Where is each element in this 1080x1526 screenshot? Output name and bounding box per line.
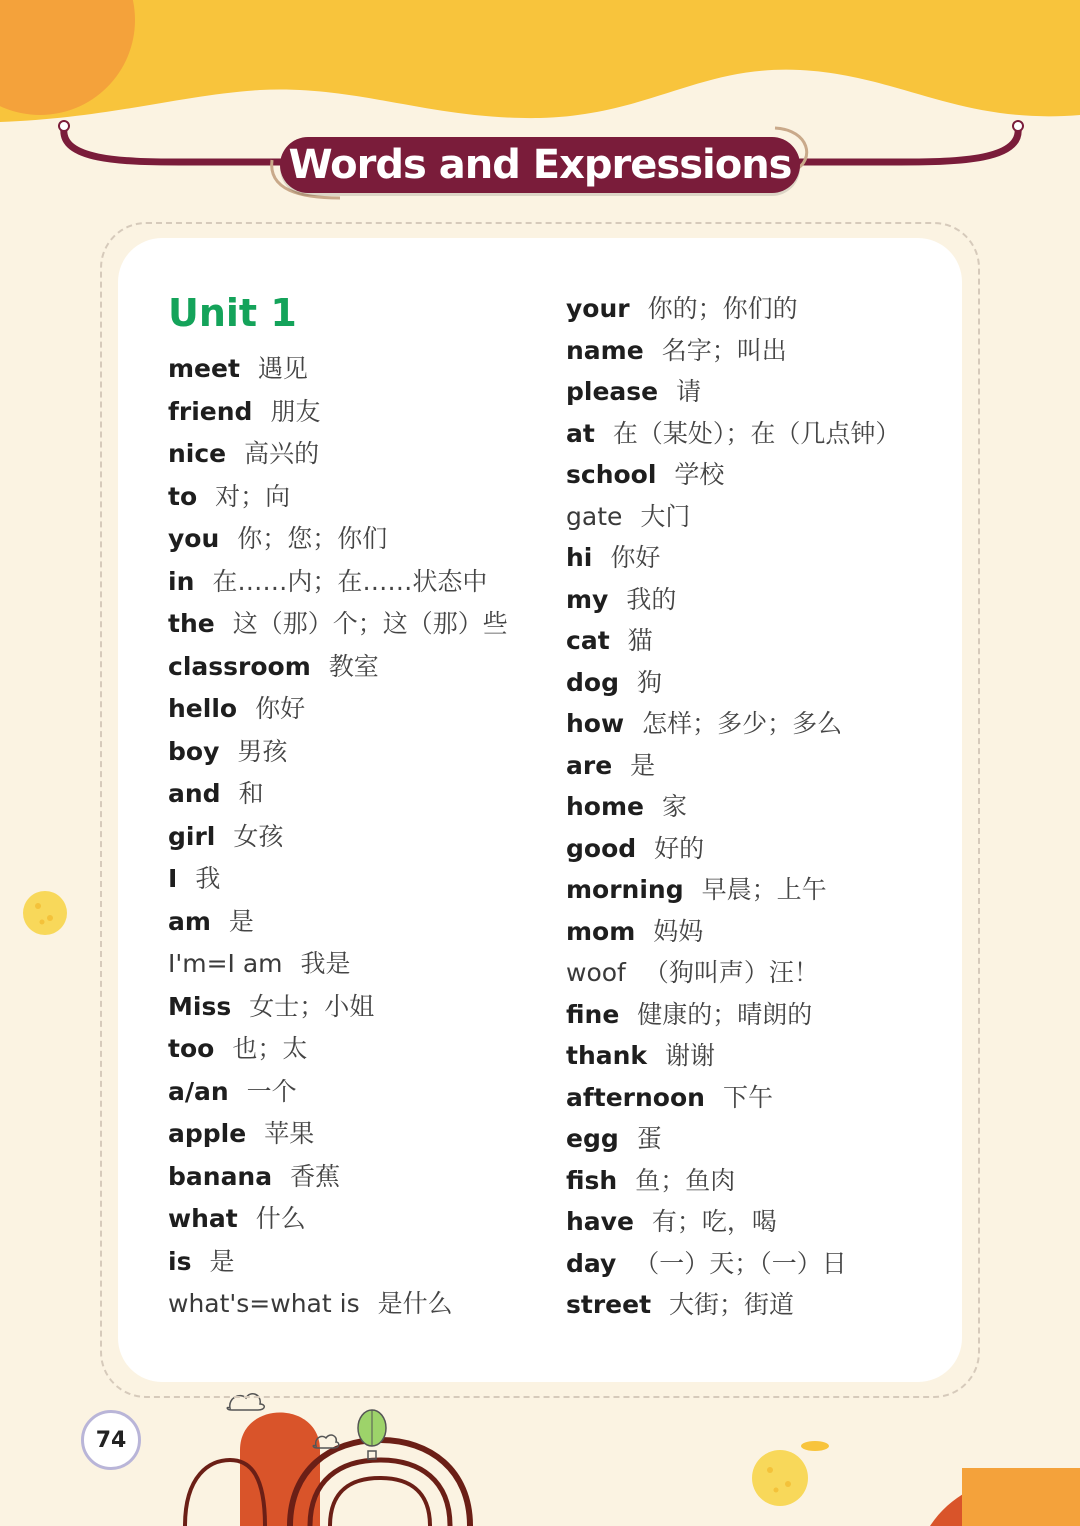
- word-entry: [168, 688, 508, 731]
- word-entry: [566, 1118, 900, 1160]
- chinese-meaning: 请: [676, 377, 702, 406]
- english-word: a/an: [168, 1076, 229, 1106]
- chinese-meaning: 什么: [255, 1204, 306, 1233]
- english-word: please: [566, 377, 659, 406]
- english-word: boy: [168, 736, 220, 766]
- cracker-shape: [752, 1450, 808, 1506]
- word-entry: [168, 433, 508, 476]
- word-entry: [566, 786, 900, 828]
- english-word: to: [168, 481, 198, 511]
- chinese-meaning: 一个: [246, 1076, 297, 1106]
- top-wave-shape: [0, 0, 1080, 122]
- chinese-meaning: 苹果: [264, 1119, 315, 1148]
- english-word: fine: [566, 999, 620, 1029]
- word-entry: [168, 476, 508, 519]
- chinese-meaning: 我是: [300, 949, 351, 978]
- chinese-meaning: 妈妈: [653, 916, 704, 946]
- english-word: day: [566, 1248, 617, 1278]
- word-entry: [168, 603, 508, 646]
- english-word: I'm=I am: [168, 949, 283, 978]
- english-word: I: [168, 864, 178, 893]
- word-entry: [566, 1077, 900, 1119]
- english-word: afternoon: [566, 1082, 705, 1112]
- word-entry: [566, 828, 900, 870]
- word-entry: [566, 1201, 900, 1243]
- word-entry: [168, 816, 508, 859]
- word-entry: [566, 496, 900, 538]
- word-entry: [168, 1028, 508, 1071]
- english-word: school: [566, 460, 657, 489]
- word-entry: [566, 1160, 900, 1202]
- chinese-meaning: 女士；小姐: [249, 991, 375, 1021]
- english-word: egg: [566, 1124, 619, 1153]
- title-right-swoosh: [800, 128, 1018, 162]
- chinese-meaning: 女孩: [233, 821, 284, 851]
- chinese-meaning: 你好: [255, 694, 306, 723]
- word-entry: [168, 518, 508, 561]
- english-word: hello: [168, 694, 238, 723]
- chinese-meaning: 是: [630, 750, 656, 780]
- chinese-meaning: 学校: [674, 460, 725, 489]
- chinese-meaning: 是: [228, 906, 254, 936]
- word-entry: [566, 579, 900, 621]
- chinese-meaning: 遇见: [257, 354, 308, 383]
- word-entry: [168, 731, 508, 774]
- chinese-meaning: 是: [209, 1246, 235, 1276]
- word-entry: [566, 911, 900, 953]
- chinese-meaning: 我: [195, 864, 221, 893]
- english-word: the: [168, 609, 215, 638]
- english-word: have: [566, 1207, 634, 1236]
- english-word: in: [168, 566, 195, 596]
- chinese-meaning: 你好: [610, 543, 661, 572]
- english-word: name: [566, 335, 644, 365]
- word-entry: [168, 986, 508, 1029]
- chinese-meaning: 你的；你们的: [647, 294, 798, 323]
- english-word: is: [168, 1246, 192, 1276]
- chinese-meaning: 在（某处）；在（几点钟）: [612, 418, 901, 448]
- chinese-meaning: 这（那）个；这（那）些: [232, 609, 508, 638]
- title-banner: [280, 137, 800, 193]
- right-word-list: [566, 288, 900, 1326]
- english-word: friend: [168, 396, 253, 426]
- word-entry: [566, 745, 900, 787]
- word-entry: [566, 1284, 900, 1326]
- chinese-meaning: 鱼；鱼肉: [635, 1165, 736, 1195]
- english-word: and: [168, 779, 221, 808]
- english-word: am: [168, 906, 211, 936]
- word-entry: [168, 901, 508, 944]
- left-word-list: [168, 348, 508, 1326]
- english-word: girl: [168, 821, 216, 851]
- unit-title: Unit 1: [168, 291, 297, 335]
- english-word: cat: [566, 626, 610, 655]
- page-title: Words and Expressions: [288, 142, 792, 188]
- word-entry: [168, 1113, 508, 1156]
- chinese-meaning: 你；您；你们: [237, 524, 388, 553]
- english-word: classroom: [168, 651, 311, 681]
- chinese-meaning: （狗叫声）汪！: [643, 958, 819, 987]
- side-dot-shape: [23, 891, 67, 935]
- english-word: dog: [566, 667, 619, 697]
- word-entry: [168, 1198, 508, 1241]
- english-word: fish: [566, 1165, 618, 1195]
- chinese-meaning: 大门: [640, 501, 691, 531]
- english-word: your: [566, 294, 630, 323]
- word-entry: [566, 537, 900, 579]
- word-entry: [168, 561, 508, 604]
- chinese-meaning: 蛋: [636, 1124, 662, 1153]
- word-entry: [168, 646, 508, 689]
- chinese-meaning: 男孩: [237, 736, 288, 766]
- word-entry: [566, 994, 900, 1036]
- chinese-meaning: 在……内；在……状态中: [212, 566, 488, 596]
- word-entry: [168, 348, 508, 391]
- english-word: hi: [566, 543, 593, 572]
- english-word: you: [168, 524, 220, 553]
- chinese-meaning: 猫: [627, 626, 653, 655]
- english-word: meet: [168, 354, 240, 383]
- page-number: 74: [81, 1410, 141, 1470]
- chinese-meaning: 下午: [722, 1082, 773, 1112]
- chinese-meaning: 谢谢: [665, 1041, 716, 1070]
- english-word: street: [566, 1290, 652, 1319]
- chinese-meaning: 好的: [654, 833, 705, 863]
- chinese-meaning: 怎样；多少；多么: [642, 709, 843, 738]
- word-entry: [566, 454, 900, 496]
- english-word: how: [566, 709, 625, 738]
- chinese-meaning: 朋友: [270, 396, 321, 426]
- english-word: what: [168, 1204, 238, 1233]
- chinese-meaning: 名字；叫出: [661, 335, 787, 365]
- english-word: nice: [168, 439, 227, 468]
- english-word: thank: [566, 1041, 648, 1070]
- chinese-meaning: 有；吃，喝: [651, 1207, 777, 1236]
- chinese-meaning: （一）天；（一）日: [634, 1248, 847, 1278]
- chinese-meaning: 也；太: [232, 1034, 308, 1063]
- word-entry: [566, 1243, 900, 1285]
- word-entry: [566, 413, 900, 455]
- english-word: good: [566, 833, 637, 863]
- title-left-swoosh: [64, 128, 285, 162]
- english-word: what's=what is: [168, 1289, 360, 1318]
- word-entry: [566, 703, 900, 745]
- english-word: morning: [566, 875, 684, 904]
- chinese-meaning: 我的: [626, 584, 677, 614]
- english-word: too: [168, 1034, 215, 1063]
- word-entry: [566, 1035, 900, 1077]
- english-word: woof: [566, 958, 626, 987]
- chinese-meaning: 香蕉: [290, 1161, 341, 1191]
- word-entry: [168, 1283, 508, 1326]
- english-word: at: [566, 418, 595, 448]
- word-entry: [566, 952, 900, 994]
- english-word: my: [566, 584, 609, 614]
- chinese-meaning: 大街；街道: [669, 1290, 795, 1319]
- word-entry: [566, 288, 900, 330]
- english-word: gate: [566, 501, 623, 531]
- word-entry: [566, 869, 900, 911]
- chinese-meaning: 家: [661, 792, 687, 821]
- english-word: are: [566, 750, 613, 780]
- chinese-meaning: 和: [238, 779, 264, 808]
- word-entry: [168, 858, 508, 901]
- word-entry: [168, 391, 508, 434]
- word-entry: [566, 371, 900, 413]
- chinese-meaning: 健康的；晴朗的: [637, 999, 813, 1029]
- english-word: banana: [168, 1161, 273, 1191]
- word-entry: [566, 330, 900, 372]
- word-entry: [168, 943, 508, 986]
- word-entry: [168, 773, 508, 816]
- english-word: home: [566, 792, 644, 821]
- word-entry: [168, 1156, 508, 1199]
- word-entry: [168, 1241, 508, 1284]
- chinese-meaning: 教室: [328, 651, 379, 681]
- chinese-meaning: 狗: [636, 667, 662, 697]
- chinese-meaning: 早晨；上午: [701, 875, 827, 904]
- english-word: Miss: [168, 991, 232, 1021]
- word-entry: [566, 620, 900, 662]
- chinese-meaning: 对；向: [215, 481, 291, 511]
- word-entry: [168, 1071, 508, 1114]
- chinese-meaning: 是什么: [377, 1289, 453, 1318]
- english-word: mom: [566, 916, 636, 946]
- english-word: apple: [168, 1119, 247, 1148]
- chinese-meaning: 高兴的: [244, 439, 320, 468]
- word-entry: [566, 662, 900, 704]
